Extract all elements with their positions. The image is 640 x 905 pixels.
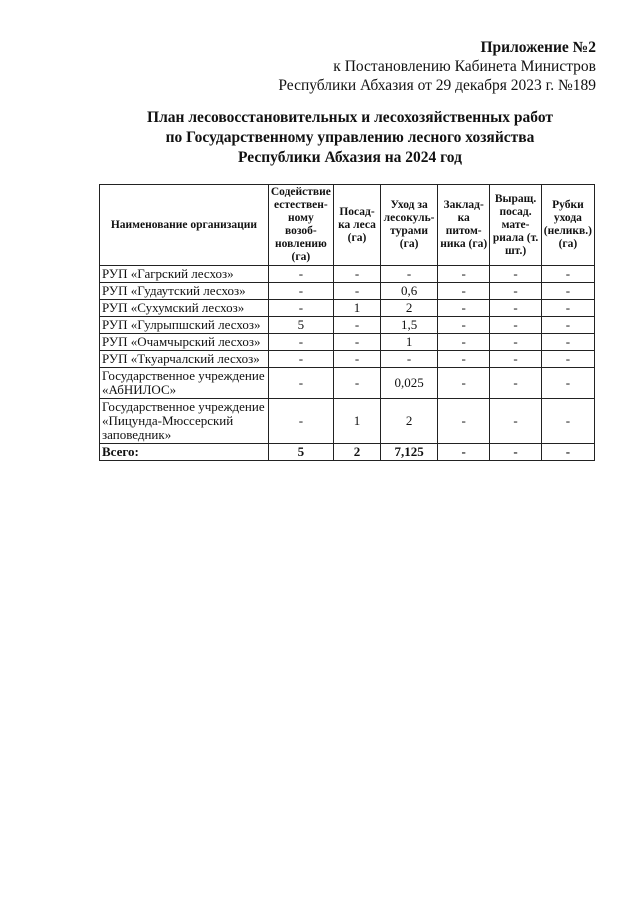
value-cell: 0,6 [381, 283, 438, 300]
table-row [100, 317, 595, 334]
table-row [100, 266, 595, 283]
value-cell: - [438, 334, 490, 351]
value-cell: - [490, 334, 541, 351]
value-cell: - [268, 351, 333, 368]
value-cell: - [438, 351, 490, 368]
value-cell: - [268, 266, 333, 283]
total-value-cell: - [541, 444, 594, 461]
value-cell: - [268, 300, 333, 317]
value-cell: 1 [333, 300, 380, 317]
decree-reference-line2: Республики Абхазия от 29 декабря 2023 г. №189 [278, 77, 596, 94]
value-cell: - [333, 351, 380, 368]
value-cell: - [438, 368, 490, 399]
value-cell: - [438, 399, 490, 444]
value-cell: 2 [381, 399, 438, 444]
value-cell: - [268, 399, 333, 444]
table-row [100, 334, 595, 351]
title-line3: Республики Абхазия на 2024 год [238, 149, 462, 166]
value-cell: - [438, 317, 490, 334]
title-line2: по Государственному управлению лесного хозяйства [165, 129, 535, 146]
works-plan-table [99, 184, 595, 461]
value-cell: - [333, 266, 380, 283]
value-cell: - [490, 300, 541, 317]
value-cell: - [438, 266, 490, 283]
title-line1: План лесовосстановительных и лесохозяйственных работ [147, 109, 553, 126]
header-nursery-setup: Заклад-ка питом-ника (га) [438, 185, 490, 266]
document-header [278, 38, 596, 95]
value-cell: 0,025 [381, 368, 438, 399]
value-cell: - [268, 368, 333, 399]
decree-reference-line1: к Постановлению Кабинета Министров [333, 58, 596, 75]
value-cell: - [541, 351, 594, 368]
value-cell: 1 [333, 399, 380, 444]
table-header-row [100, 185, 595, 266]
value-cell: - [333, 368, 380, 399]
table-total-row [100, 444, 595, 461]
total-label-cell: Всего: [100, 444, 269, 461]
header-natural-regeneration: Содействие естествен-ному возоб-новлению (га) [268, 185, 333, 266]
total-value-cell: - [438, 444, 490, 461]
value-cell: - [333, 317, 380, 334]
value-cell: 2 [381, 300, 438, 317]
value-cell: - [541, 334, 594, 351]
value-cell: - [333, 283, 380, 300]
header-organization: Наименование организации [100, 185, 269, 266]
table-row [100, 399, 595, 444]
organization-name-cell: РУП «Ткуарчалский лесхоз» [100, 351, 269, 368]
document-title [0, 108, 640, 168]
value-cell: - [333, 334, 380, 351]
table-row [100, 283, 595, 300]
header-planting-material: Выращ. посад. мате-риала (т. шт.) [490, 185, 541, 266]
value-cell: - [541, 266, 594, 283]
value-cell: 5 [268, 317, 333, 334]
total-value-cell: 5 [268, 444, 333, 461]
organization-name-cell: Государственное учреждение «Пицунда-Мюссерский заповедник» [100, 399, 269, 444]
value-cell: - [490, 351, 541, 368]
header-plantation-care: Уход за лесокуль-турами (га) [381, 185, 438, 266]
value-cell: - [541, 368, 594, 399]
organization-name-cell: РУП «Гагрский лесхоз» [100, 266, 269, 283]
value-cell: 1 [381, 334, 438, 351]
value-cell: - [438, 283, 490, 300]
organization-name-cell: РУП «Сухумский лесхоз» [100, 300, 269, 317]
table-row [100, 368, 595, 399]
organization-name-cell: РУП «Гулрыпшский лесхоз» [100, 317, 269, 334]
value-cell: 1,5 [381, 317, 438, 334]
value-cell: - [541, 300, 594, 317]
header-forest-planting: Посад-ка леса (га) [333, 185, 380, 266]
value-cell: - [490, 368, 541, 399]
organization-name-cell: РУП «Очамчырский лесхоз» [100, 334, 269, 351]
value-cell: - [541, 317, 594, 334]
value-cell: - [490, 317, 541, 334]
organization-name-cell: РУП «Гудаутский лесхоз» [100, 283, 269, 300]
value-cell: - [268, 334, 333, 351]
appendix-label: Приложение №2 [480, 39, 596, 56]
value-cell: - [490, 266, 541, 283]
header-thinning: Рубки ухода (неликв.) (га) [541, 185, 594, 266]
value-cell: - [541, 283, 594, 300]
organization-name-cell: Государственное учреждение «АбНИЛОС» [100, 368, 269, 399]
total-value-cell: 2 [333, 444, 380, 461]
value-cell: - [381, 266, 438, 283]
value-cell: - [381, 351, 438, 368]
total-value-cell: 7,125 [381, 444, 438, 461]
table-row [100, 300, 595, 317]
table-row [100, 351, 595, 368]
value-cell: - [490, 283, 541, 300]
total-value-cell: - [490, 444, 541, 461]
value-cell: - [268, 283, 333, 300]
value-cell: - [438, 300, 490, 317]
value-cell: - [490, 399, 541, 444]
value-cell: - [541, 399, 594, 444]
